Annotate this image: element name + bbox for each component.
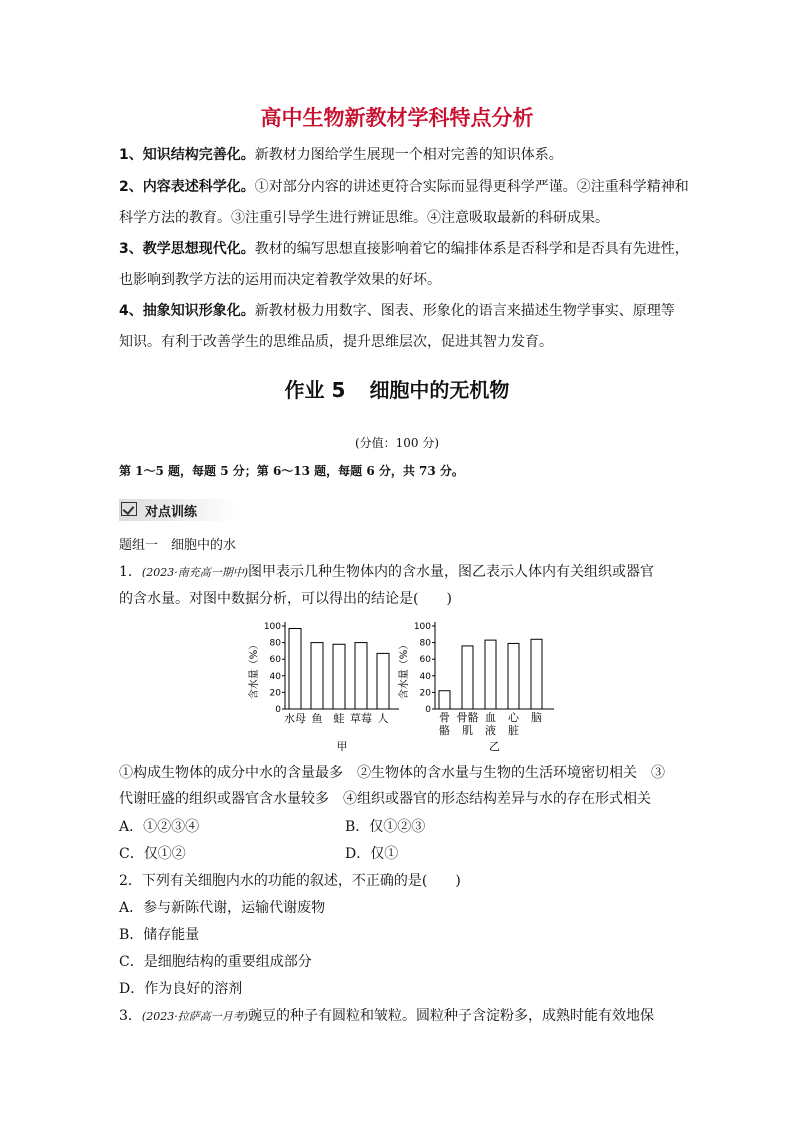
section-tag-label: 对点训练 [145,505,198,520]
bar [289,628,301,709]
q3-stem-text: 豌豆的种子有圆粒和皱粒。圆粒种子含淀粉多，成熟时能有效地保 [248,1008,654,1024]
feature-2 [119,177,689,197]
q1-option-c[interactable]: C．仅①② [119,846,186,862]
x-tick-label: 骨骼 [456,711,479,724]
q2-option-b[interactable]: B．储存能量 [119,927,200,943]
q1-stem-text: 图甲表示几种生物体内的含水量，图乙表示人体内有关组织或器官 [248,564,654,580]
feature-4 [119,301,675,321]
feature-text: 新教材极力用数字、图表、形象化的语言来描述生物学事实、原理等 [254,303,675,319]
y-tick-label: 40 [269,671,281,682]
x-tick-label: 肌 [462,724,473,737]
page-title: 高中生物新教材学科特点分析 [260,106,534,130]
bar [508,643,519,709]
x-tick-label: 骼 [439,724,450,737]
feature-lead: 2、内容表述科学化。 [119,179,255,195]
y-tick-label: 60 [269,655,281,666]
q2-stem: 2．下列有关细胞内水的功能的叙述，不正确的是( ) [119,873,461,889]
bar [531,639,542,709]
y-tick-label: 80 [419,638,431,649]
bar [333,644,345,709]
chart-jia [247,622,399,753]
q3-stem [119,1006,654,1027]
bar [462,646,473,709]
score-total: (分值：100 分) [354,436,440,450]
feature-lead: 3、教学思想现代化。 [119,241,255,257]
feature-text: 教材的编写思想直接影响着它的编排体系是否科学和是否具有先进性， [254,241,689,257]
y-tick-label: 80 [269,638,281,649]
q1-number: 1． [119,564,142,580]
x-tick-label: 血 [485,711,496,724]
chart-caption: 乙 [489,740,500,753]
y-axis-label: 含水量（%） [399,639,410,700]
feature-text: 科学方法的教育。③注重引导学生进行辨证思维。④注意吸取最新的科研成果。 [119,210,609,226]
homework-topic: 细胞中的无机物 [369,378,510,402]
q1-statements-line2: 代谢旺盛的组织或器官含水量较多 ④组织或器官的形态结构差异与水的存在形式相关 [119,791,651,807]
y-axis-label: 含水量（%） [249,639,260,700]
x-tick-label: 脏 [508,724,519,737]
chart-yi [397,622,554,753]
section-tag [119,499,237,521]
feature-3 [119,239,689,259]
q1-option-d[interactable]: D．仅① [345,846,399,862]
bar [377,653,389,709]
bar [311,643,323,709]
group-heading: 题组一 细胞中的水 [119,538,237,553]
feature-text: ①对部分内容的讲述更符合实际而显得更科学严谨。②注重科学精神和 [254,179,689,195]
q1-statements-line1: ①构成生物体的成分中水的含量最多 ②生物体的含水量与生物的生活环境密切相关 ③ [119,765,665,781]
bar [485,640,496,709]
x-tick-label: 人 [377,712,389,725]
x-tick-label: 草莓 [350,712,372,725]
feature-2-cont [119,208,609,228]
scoring-rule: 第 1～5 题，每题 5 分；第 6～13 题，每题 6 分，共 73 分。 [119,464,464,478]
y-tick-label: 20 [269,688,281,699]
y-tick-label: 40 [419,671,431,682]
feature-4-cont [119,332,553,352]
x-tick-label: 脑 [531,711,542,724]
feature-3-cont [119,270,441,290]
q1-stem-line1 [119,562,654,583]
q1-source: (2023·南充高一期中) [141,566,248,579]
q1-option-a[interactable]: A．①②③④ [119,819,200,835]
y-tick-label: 0 [425,705,431,715]
q1-stem-line2: 的含水量。对图中数据分析，可以得出的结论是( ) [119,591,452,607]
checkbox-icon [121,502,137,516]
feature-lead: 4、抽象知识形象化。 [119,303,255,319]
x-tick-label: 心 [508,711,519,724]
q2-option-a[interactable]: A．参与新陈代谢，运输代谢废物 [119,900,326,916]
x-tick-label: 蛙 [333,712,345,725]
homework-title [0,374,794,403]
feature-1 [119,145,563,165]
x-tick-label: 鱼 [311,712,323,725]
q1-option-b[interactable]: B．仅①②③ [345,819,426,835]
x-tick-label: 液 [485,724,496,737]
bar [355,643,367,709]
bar [439,691,450,709]
q1-charts [240,616,560,756]
q2-option-c[interactable]: C．是细胞结构的重要组成部分 [119,954,312,970]
q3-source: (2023·拉萨高一月考) [141,1010,248,1023]
y-tick-label: 60 [419,655,431,666]
y-tick-label: 100 [263,622,281,632]
q3-number: 3． [119,1008,142,1024]
feature-text: 也影响到教学方法的运用而决定着教学效果的好坏。 [119,272,441,288]
y-tick-label: 0 [275,705,281,715]
chart-caption: 甲 [336,740,348,753]
x-tick-label: 骨 [439,711,450,724]
y-tick-label: 100 [413,622,431,632]
feature-text: 知识。有利于改善学生的思维品质，提升思维层次，促进其智力发育。 [119,334,553,350]
y-tick-label: 20 [419,688,431,699]
feature-text: 新教材力图给学生展现一个相对完善的知识体系。 [254,147,563,163]
q2-option-d[interactable]: D．作为良好的溶剂 [119,981,243,997]
x-tick-label: 水母 [284,712,306,725]
feature-lead: 1、知识结构完善化。 [119,147,255,163]
homework-number: 作业 5 [284,378,346,402]
